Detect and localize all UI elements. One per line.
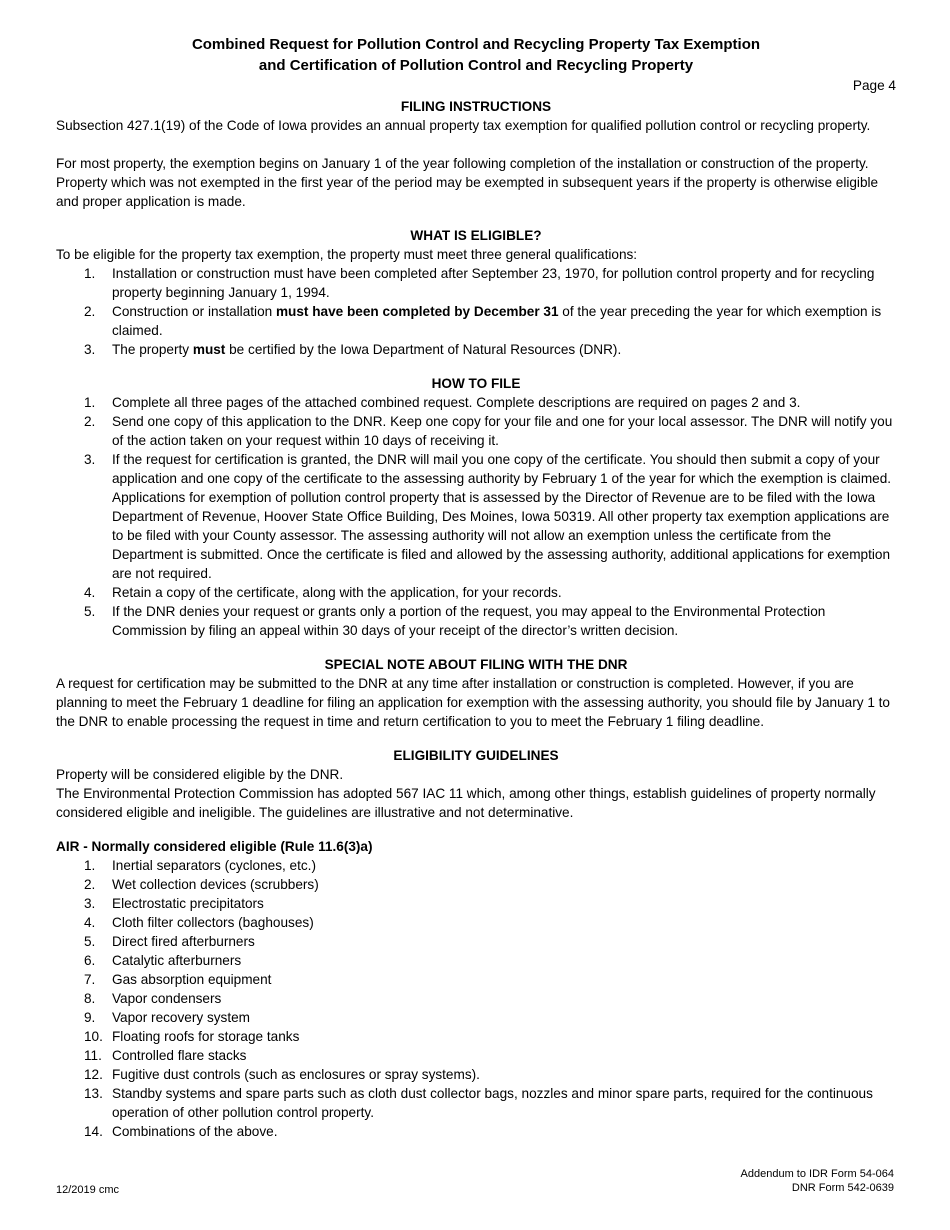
list-item bbox=[56, 393, 896, 412]
guidelines-line2: The Environmental Protection Commission has adopted 567 IAC 11 which, among other things, establish guidelines of property normally considered eligible and ineligible. The guidelines are illustrative and not determinative. bbox=[56, 786, 876, 820]
filing-instructions-para2: For most property, the exemption begins on January 1 of the year following completion of the installation or construction of the property. Property which was not exempted in the first year of the period may be exempted in subsequent years if the property is otherwise eligible and proper application is made. bbox=[56, 156, 879, 209]
list-text: Catalytic afterburners bbox=[112, 953, 242, 968]
list-item bbox=[56, 951, 896, 970]
filing-instructions-heading: FILING INSTRUCTIONS bbox=[400, 99, 552, 114]
list-item bbox=[56, 913, 896, 932]
list-text: Standby systems and spare parts such as cloth dust collector bags, nozzles and minor spare parts, required for the continuous operation of other pollution control property. bbox=[112, 1086, 873, 1120]
list-item bbox=[56, 602, 896, 640]
air-eligible-heading: AIR - Normally considered eligible (Rule 11.6(3)a) bbox=[56, 839, 373, 854]
list-number: 14. bbox=[84, 1124, 103, 1139]
list-item bbox=[56, 1027, 896, 1046]
special-note-text: A request for certification may be submitted to the DNR at any time after installation or construction is completed. However, if you are planning to meet the February 1 deadline for filing an application for exemption with the assessing authority, you should file by January 1 to the DNR to enable processing the request in time and return certification to you to meet the February 1 filing deadline. bbox=[56, 676, 890, 729]
how-to-file-heading: HOW TO FILE bbox=[431, 376, 521, 391]
list-text: Gas absorption equipment bbox=[112, 972, 272, 987]
list-number: 1. bbox=[84, 858, 96, 873]
footer-form-id-dnr: DNR Form 542-0639 bbox=[791, 1182, 894, 1194]
list-text: Inertial separators (cyclones, etc.) bbox=[112, 858, 316, 873]
list-text: Electrostatic precipitators bbox=[112, 896, 264, 911]
list-number: 4. bbox=[84, 585, 96, 600]
list-item bbox=[56, 970, 896, 989]
list-text-bold: must have been completed by December 31 bbox=[275, 304, 559, 319]
list-item bbox=[56, 340, 896, 359]
list-number: 2. bbox=[84, 304, 96, 319]
list-number: 1. bbox=[84, 266, 96, 281]
list-text: Retain a copy of the certificate, along with the application, for your records. bbox=[112, 585, 562, 600]
list-text: Wet collection devices (scrubbers) bbox=[112, 877, 319, 892]
list-text: Controlled flare stacks bbox=[112, 1048, 247, 1063]
list-text: Fugitive dust controls (such as enclosures or spray systems). bbox=[112, 1067, 480, 1082]
list-item bbox=[56, 1065, 896, 1084]
how-to-file-list bbox=[56, 393, 896, 640]
list-text: Vapor condensers bbox=[112, 991, 222, 1006]
list-item bbox=[56, 1046, 896, 1065]
list-item bbox=[56, 875, 896, 894]
list-text: Complete all three pages of the attached combined request. Complete descriptions are required on pages 2 and 3. bbox=[112, 395, 801, 410]
list-text-bold: must bbox=[192, 342, 226, 357]
list-item bbox=[56, 1008, 896, 1027]
list-number: 12. bbox=[84, 1067, 103, 1082]
list-item bbox=[56, 1084, 896, 1122]
list-number: 13. bbox=[84, 1086, 103, 1101]
list-number: 2. bbox=[84, 877, 96, 892]
eligible-intro: To be eligible for the property tax exemption, the property must meet three general qualifications: bbox=[56, 247, 638, 262]
guidelines-line1: Property will be considered eligible by the DNR. bbox=[56, 767, 344, 782]
list-number: 4. bbox=[84, 915, 96, 930]
list-number: 5. bbox=[84, 604, 96, 619]
list-text: Installation or construction must have been completed after September 23, 1970, for pollution control property and for recycling property beginning January 1, 1994. bbox=[112, 266, 875, 300]
list-text: The property bbox=[112, 342, 193, 357]
footer-date-code: 12/2019 cmc bbox=[56, 1184, 119, 1196]
special-note-heading: SPECIAL NOTE ABOUT FILING WITH THE DNR bbox=[324, 657, 628, 672]
filing-instructions-para1: Subsection 427.1(19) of the Code of Iowa provides an annual property tax exemption for qualified pollution control or recycling property. bbox=[56, 118, 871, 133]
list-item bbox=[56, 264, 896, 302]
list-item bbox=[56, 583, 896, 602]
footer-form-id-idr: Addendum to IDR Form 54-064 bbox=[740, 1168, 894, 1180]
list-text: Send one copy of this application to the DNR. Keep one copy for your file and one for your local assessor. The DNR will notify you of the action taken on your request within 10 days of receiving it. bbox=[112, 414, 893, 448]
document-page bbox=[56, 34, 896, 1141]
list-item bbox=[56, 450, 896, 583]
list-number: 5. bbox=[84, 934, 96, 949]
what-is-eligible-heading: WHAT IS ELIGIBLE? bbox=[410, 228, 542, 243]
list-text: If the DNR denies your request or grants only a portion of the request, you may appeal to the Environmental Protection Commission by filing an appeal within 30 days of your receipt of the director’s written decision. bbox=[112, 604, 826, 638]
form-title-line2: and Certification of Pollution Control and Recycling Property bbox=[258, 57, 694, 74]
list-text: of the year preceding the year for which exemption is claimed. bbox=[112, 304, 882, 338]
list-item bbox=[56, 894, 896, 913]
footer-form-ids bbox=[741, 1167, 894, 1195]
list-text: Direct fired afterburners bbox=[112, 934, 255, 949]
list-text: Vapor recovery system bbox=[112, 1010, 250, 1025]
list-text: Construction or installation bbox=[112, 304, 276, 319]
list-number: 10. bbox=[84, 1029, 103, 1044]
list-text: Combinations of the above. bbox=[112, 1124, 278, 1139]
list-text: be certified by the Iowa Department of Natural Resources (DNR). bbox=[225, 342, 622, 357]
list-item bbox=[56, 1122, 896, 1141]
page-number: Page 4 bbox=[852, 78, 896, 93]
eligibility-guidelines-heading: ELIGIBILITY GUIDELINES bbox=[393, 748, 559, 763]
form-title-line1: Combined Request for Pollution Control and Recycling Property Tax Exemption bbox=[191, 36, 761, 53]
list-text: Floating roofs for storage tanks bbox=[112, 1029, 300, 1044]
list-number: 3. bbox=[84, 896, 96, 911]
list-number: 7. bbox=[84, 972, 96, 987]
list-text: If the request for certification is granted, the DNR will mail you one copy of the certificate. You should then submit a copy of your application and one copy of the certificate to the assessing authority by February 1 of the year for which the exemption is claimed. Applications for exemption of pollution control property that is assessed by the Director of Revenue are to be filed with the Iowa Department of Revenue, Hoover State Office Building, Des Moines, Iowa 50319. All other property tax exemption applications are to be filed with your County assessor. The assessing authority will not allow an exemption unless the certificate from the Department is submitted. Once the certificate is filed and allowed by the assessing authority, additional applications for exemption are not required. bbox=[112, 452, 892, 581]
list-item bbox=[56, 989, 896, 1008]
air-eligible-list bbox=[56, 856, 896, 1141]
list-number: 1. bbox=[84, 395, 96, 410]
list-item bbox=[56, 302, 896, 340]
list-number: 3. bbox=[84, 342, 96, 357]
list-number: 2. bbox=[84, 414, 96, 429]
list-number: 11. bbox=[84, 1048, 102, 1063]
list-number: 9. bbox=[84, 1010, 96, 1025]
eligible-list bbox=[56, 264, 896, 359]
list-item bbox=[56, 856, 896, 875]
list-number: 6. bbox=[84, 953, 96, 968]
list-number: 3. bbox=[84, 452, 96, 467]
list-text: Cloth filter collectors (baghouses) bbox=[112, 915, 314, 930]
list-item bbox=[56, 412, 896, 450]
list-item bbox=[56, 932, 896, 951]
list-number: 8. bbox=[84, 991, 96, 1006]
